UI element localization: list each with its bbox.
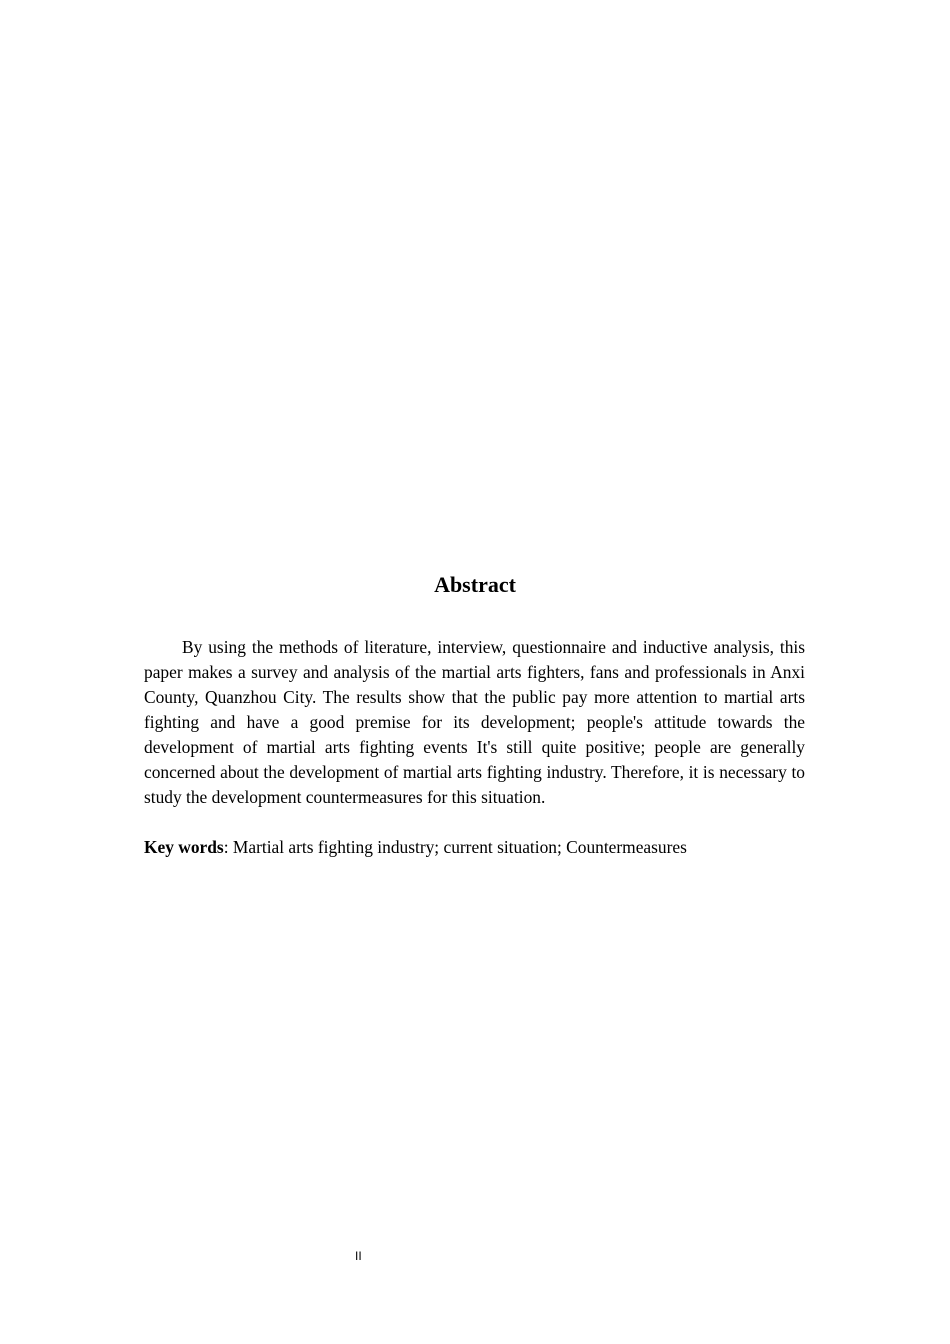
keywords-separator: : bbox=[223, 837, 233, 857]
abstract-title: Abstract bbox=[434, 572, 516, 597]
keywords-text: Martial arts fighting industry; current situation; Countermeasures bbox=[232, 837, 687, 857]
page-number: II bbox=[355, 1249, 362, 1263]
abstract-body: By using the methods of literature, interview, questionnaire and inductive analysis, this paper makes a survey and analysis of the martial arts fighters, fans and professionals in Anxi County, Quanzhou City. The results show that the public pay more attention to martial arts fighting and have a good premise for its development; people's attitude towards the development of martial arts fighting events It's still quite positive; people are generally concerned about the development of martial arts fighting industry. Therefore, it is necessary to study the development countermeasures for this situation. bbox=[144, 637, 805, 807]
keywords-line bbox=[144, 835, 805, 860]
keywords-label: Key words bbox=[144, 837, 224, 857]
